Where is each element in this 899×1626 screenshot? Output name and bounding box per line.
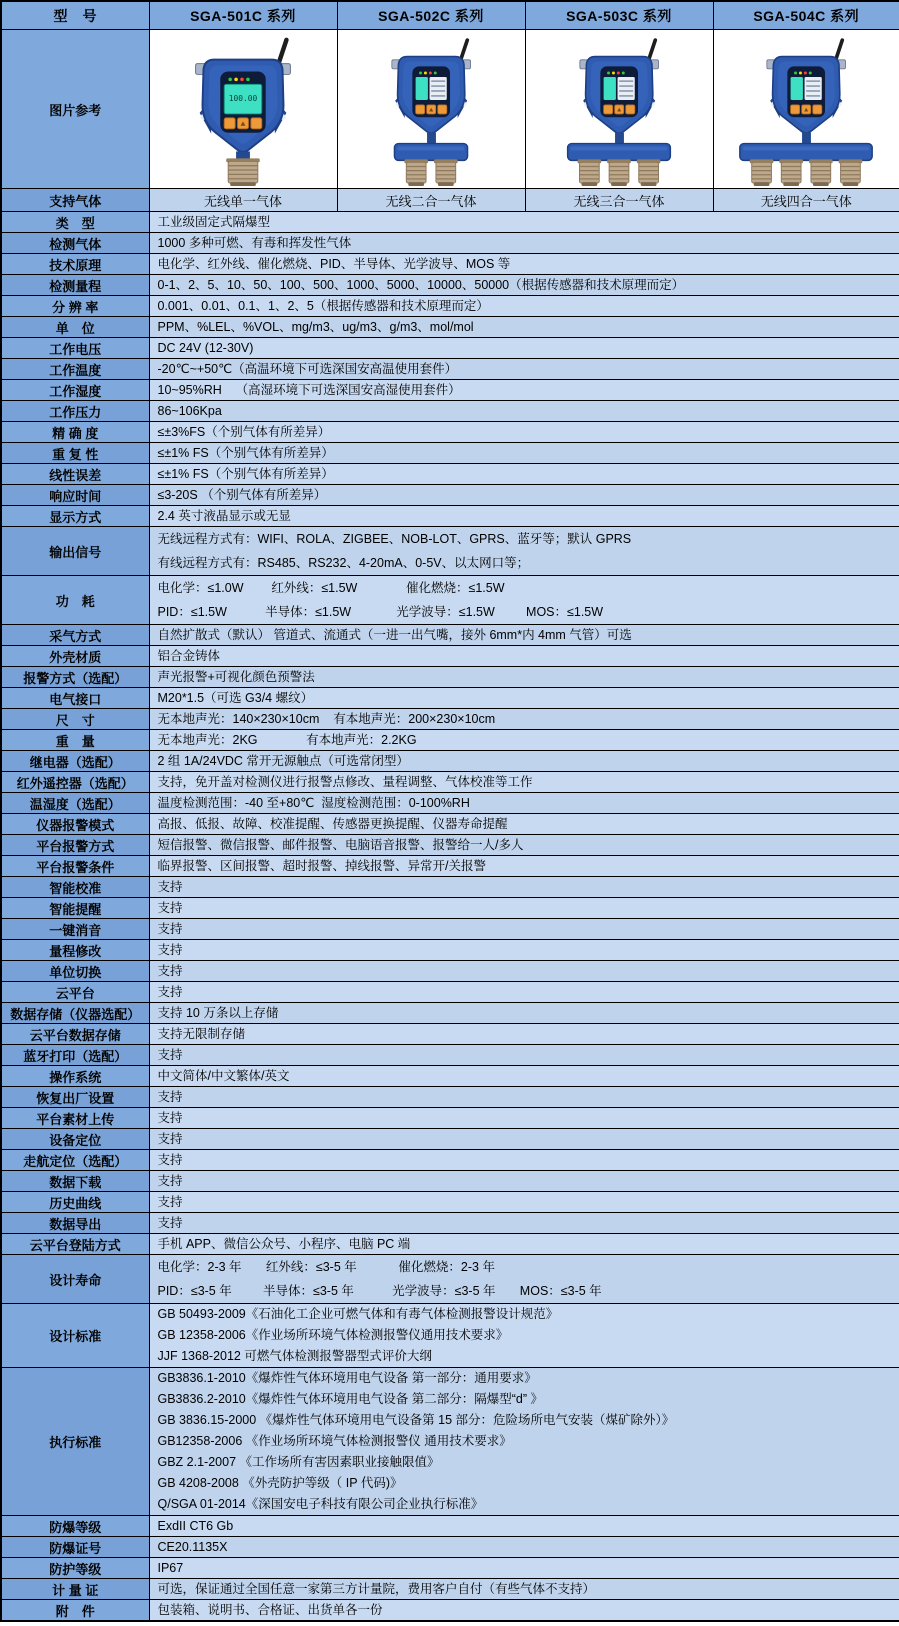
spec-value <box>149 527 899 576</box>
spec-row <box>1 1045 899 1066</box>
spec-label: 图片参考 <box>1 30 149 189</box>
spec-value-line: 电化学：≤1.0W 红外线：≤1.5W 催化燃烧：≤1.5W <box>157 581 505 595</box>
spec-label: 工作温度 <box>1 359 149 380</box>
spec-label: 数据存储（仪器选配） <box>1 1003 149 1024</box>
spec-label: 操作系统 <box>1 1066 149 1087</box>
spec-value <box>149 1516 899 1537</box>
spec-value-line: 支持 <box>157 901 183 915</box>
spec-label: 工作电压 <box>1 338 149 359</box>
spec-value-line: 声光报警+可视化颜色预警法 <box>157 670 315 684</box>
spec-row <box>1 856 899 877</box>
spec-label: 检测量程 <box>1 275 149 296</box>
spec-row <box>1 709 899 730</box>
spec-value-line: 支持 <box>157 1216 183 1230</box>
spec-value-line: GB12358-2006 《作业场所环境气体检测报警仪 通用技术要求》 <box>157 1434 512 1448</box>
spec-value-line: 2 组 1A/24VDC 常开无源触点（可选常闭型） <box>157 754 409 768</box>
spec-value-line: ≤3-20S （个别气体有所差异） <box>157 488 327 502</box>
spec-label: 云平台登陆方式 <box>1 1234 149 1255</box>
spec-row <box>1 443 899 464</box>
spec-value <box>149 443 899 464</box>
spec-label: 检测气体 <box>1 233 149 254</box>
spec-label: 智能提醒 <box>1 898 149 919</box>
spec-value <box>149 1600 899 1622</box>
spec-value <box>149 730 899 751</box>
spec-label: 设计寿命 <box>1 1255 149 1304</box>
gas-detector-illustration <box>339 30 523 188</box>
spec-label: 工作压力 <box>1 401 149 422</box>
spec-row <box>1 401 899 422</box>
spec-value <box>149 422 899 443</box>
spec-label: 分 辨 率 <box>1 296 149 317</box>
spec-value-line: 电化学、红外线、催化燃烧、PID、半导体、光学波导、MOS 等 <box>157 257 511 271</box>
spec-row <box>1 940 899 961</box>
spec-row <box>1 1516 899 1537</box>
spec-value <box>149 1003 899 1024</box>
spec-row <box>1 877 899 898</box>
spec-value-line: JJF 1368-2012 可燃气体检测报警器型式评价大纲 <box>157 1349 432 1363</box>
gas-detector-image <box>526 30 713 188</box>
spec-value <box>149 856 899 877</box>
gas-detector-image <box>714 30 899 188</box>
spec-value-line: 无线远程方式有：WIFI、ROLA、ZIGBEE、NOB-LOT、GPRS、蓝牙等；默认 GPRS <box>157 532 632 546</box>
spec-row <box>1 1150 899 1171</box>
product-image-cell <box>525 30 713 189</box>
spec-value-line: 无本地声光：2KG 有本地声光：2.2KG <box>157 733 417 747</box>
spec-value-line: 支持 <box>157 922 183 936</box>
spec-value-line: GB3836.2-2010《爆炸性气体环境用电气设备 第二部分：隔爆型“d” 》 <box>157 1392 543 1406</box>
model-header: SGA-504C 系列 <box>713 1 899 30</box>
spec-label: 类 型 <box>1 212 149 233</box>
spec-label: 温湿度（选配） <box>1 793 149 814</box>
spec-value-line: 2.4 英寸液晶显示或无显 <box>157 509 291 523</box>
spec-label: 单 位 <box>1 317 149 338</box>
spec-value-line: 支持 <box>157 1048 183 1062</box>
spec-value-line: DC 24V (12-30V) <box>157 341 254 355</box>
spec-value <box>149 1234 899 1255</box>
spec-value-line: 支持 <box>157 1153 183 1167</box>
spec-label: 历史曲线 <box>1 1192 149 1213</box>
spec-value-line: 铝合金铸体 <box>157 649 221 663</box>
spec-label: 仪器报警模式 <box>1 814 149 835</box>
spec-row <box>1 1024 899 1045</box>
spec-row <box>1 506 899 527</box>
spec-value-line: 工业级固定式隔爆型 <box>157 215 271 229</box>
spec-value-line: PID：≤1.5W 半导体：≤1.5W 光学波导：≤1.5W MOS：≤1.5W <box>157 605 604 619</box>
spec-value-line: 支持 <box>157 943 183 957</box>
spec-row <box>1 625 899 646</box>
spec-label: 防爆等级 <box>1 1516 149 1537</box>
spec-value <box>149 464 899 485</box>
spec-label: 走航定位（选配） <box>1 1150 149 1171</box>
spec-label: 云平台数据存储 <box>1 1024 149 1045</box>
spec-value <box>149 1066 899 1087</box>
spec-row <box>1 233 899 254</box>
spec-label: 功 耗 <box>1 576 149 625</box>
spec-row <box>1 982 899 1003</box>
spec-value-line: GBZ 2.1-2007 《工作场所有害因素职业接触限值》 <box>157 1455 440 1469</box>
spec-label: 防护等级 <box>1 1558 149 1579</box>
spec-row <box>1 646 899 667</box>
spec-value <box>149 254 899 275</box>
spec-row <box>1 1368 899 1516</box>
spec-label: 输出信号 <box>1 527 149 576</box>
spec-value <box>149 212 899 233</box>
spec-row <box>1 1171 899 1192</box>
spec-value-line: 手机 APP、微信公众号、小程序、电脑 PC 端 <box>157 1237 411 1251</box>
spec-label: 数据导出 <box>1 1213 149 1234</box>
spec-value <box>149 835 899 856</box>
gas-detector-image <box>338 30 525 188</box>
spec-label: 设备定位 <box>1 1129 149 1150</box>
spec-value-line: 支持 <box>157 1111 183 1125</box>
spec-label: 线性误差 <box>1 464 149 485</box>
spec-label: 重 量 <box>1 730 149 751</box>
spec-value <box>149 1045 899 1066</box>
spec-row <box>1 1579 899 1600</box>
spec-row <box>1 380 899 401</box>
spec-row <box>1 1108 899 1129</box>
spec-row <box>1 898 899 919</box>
spec-value <box>149 751 899 772</box>
product-image-cell <box>337 30 525 189</box>
spec-value <box>149 1192 899 1213</box>
model-header: SGA-501C 系列 <box>149 1 337 30</box>
spec-label: 重 复 性 <box>1 443 149 464</box>
spec-row <box>1 688 899 709</box>
spec-value-line: GB3836.1-2010《爆炸性气体环境用电气设备 第一部分：通用要求》 <box>157 1371 537 1385</box>
spec-label: 继电器（选配） <box>1 751 149 772</box>
spec-row <box>1 317 899 338</box>
spec-row <box>1 919 899 940</box>
spec-value-line: 中文简体/中文繁体/英文 <box>157 1069 290 1083</box>
spec-label: 支持气体 <box>1 189 149 212</box>
spec-label: 报警方式（选配） <box>1 667 149 688</box>
spec-value-line: GB 12358-2006《作业场所环境气体检测报警仪通用技术要求》 <box>157 1328 509 1342</box>
model-header: SGA-503C 系列 <box>525 1 713 30</box>
spec-value-line: 支持 <box>157 985 183 999</box>
spec-value <box>149 1108 899 1129</box>
spec-value <box>149 576 899 625</box>
spec-value-line: 86~106Kpa <box>157 404 222 418</box>
spec-value <box>149 1213 899 1234</box>
spec-value <box>149 1368 899 1516</box>
spec-label: 电气接口 <box>1 688 149 709</box>
spec-value-line: 0-1、2、5、10、50、100、500、1000、5000、10000、50000（根据传感器和技术原理而定） <box>157 278 685 292</box>
spec-value-line: GB 3836.15-2000 《爆炸性气体环境用电气设备第 15 部分：危险场所电气安装（煤矿除外）》 <box>157 1413 675 1427</box>
spec-label: 执行标准 <box>1 1368 149 1516</box>
spec-row <box>1 1087 899 1108</box>
spec-value <box>149 1537 899 1558</box>
spec-value <box>149 814 899 835</box>
spec-label: 采气方式 <box>1 625 149 646</box>
spec-value <box>149 625 899 646</box>
spec-label: 平台报警方式 <box>1 835 149 856</box>
spec-label: 外壳材质 <box>1 646 149 667</box>
spec-row <box>1 212 899 233</box>
spec-value <box>149 506 899 527</box>
spec-label: 设计标准 <box>1 1304 149 1368</box>
spec-value <box>149 401 899 422</box>
spec-row <box>1 576 899 625</box>
spec-value <box>149 359 899 380</box>
spec-row <box>1 1304 899 1368</box>
product-image-cell <box>713 30 899 189</box>
spec-value <box>149 317 899 338</box>
spec-value <box>149 1150 899 1171</box>
spec-label: 数据下载 <box>1 1171 149 1192</box>
spec-value-line: 支持 <box>157 1090 183 1104</box>
spec-value-line: 临界报警、区间报警、超时报警、掉线报警、异常开/关报警 <box>157 859 486 873</box>
spec-row <box>1 1213 899 1234</box>
spec-value-line: 包装箱、说明书、合格证、出货单各一份 <box>157 1603 383 1617</box>
supported-gas-value: 无线四合一气体 <box>713 189 899 212</box>
image-row <box>1 30 899 189</box>
spec-row <box>1 961 899 982</box>
spec-value <box>149 898 899 919</box>
spec-value <box>149 1087 899 1108</box>
spec-value <box>149 1171 899 1192</box>
spec-value-line: GB 4208-2008 《外壳防护等级（ IP 代码)》 <box>157 1476 403 1490</box>
spec-row <box>1 275 899 296</box>
gas-detector-image <box>150 30 337 188</box>
product-image-cell <box>149 30 337 189</box>
spec-label: 尺 寸 <box>1 709 149 730</box>
spec-value <box>149 772 899 793</box>
spec-value <box>149 275 899 296</box>
spec-row <box>1 1255 899 1304</box>
spec-row <box>1 254 899 275</box>
spec-row <box>1 1192 899 1213</box>
spec-row <box>1 296 899 317</box>
spec-value <box>149 667 899 688</box>
gas-detector-illustration <box>151 30 335 188</box>
spec-value <box>149 1129 899 1150</box>
model-header-row <box>1 1 899 30</box>
spec-label: 蓝牙打印（选配） <box>1 1045 149 1066</box>
spec-row <box>1 338 899 359</box>
spec-value <box>149 380 899 401</box>
supported-gas-value: 无线三合一气体 <box>525 189 713 212</box>
spec-value-line: 可选，保证通过全国任意一家第三方计量院，费用客户自付（有些气体不支持） <box>157 1582 596 1596</box>
supported-gas-value: 无线单一气体 <box>149 189 337 212</box>
spec-value-line: ≤±1% FS（个别气体有所差异） <box>157 467 334 481</box>
spec-row <box>1 485 899 506</box>
spec-value-line: 自然扩散式（默认） 管道式、流通式（一进一出气嘴，接外 6mm*内 4mm 气管）可选 <box>157 628 632 642</box>
spec-label: 附 件 <box>1 1600 149 1622</box>
spec-value-line: 支持 <box>157 1174 183 1188</box>
model-column-label: 型 号 <box>1 1 149 30</box>
spec-value <box>149 709 899 730</box>
spec-row <box>1 1129 899 1150</box>
spec-value <box>149 1255 899 1304</box>
spec-value <box>149 1024 899 1045</box>
spec-value-line: ExdII CT6 Gb <box>157 1519 234 1533</box>
spec-row <box>1 835 899 856</box>
spec-value <box>149 961 899 982</box>
spec-value-line: 支持 <box>157 1195 183 1209</box>
spec-value <box>149 485 899 506</box>
spec-value <box>149 982 899 1003</box>
gas-row <box>1 189 899 212</box>
spec-row <box>1 667 899 688</box>
spec-value-line: Q/SGA 01-2014《深国安电子科技有限公司企业执行标准》 <box>157 1497 484 1511</box>
spec-value-line: 支持 <box>157 964 183 978</box>
spec-value <box>149 919 899 940</box>
spec-value-line: 支持 10 万条以上存储 <box>157 1006 279 1020</box>
spec-row <box>1 1234 899 1255</box>
spec-row <box>1 1003 899 1024</box>
spec-row <box>1 793 899 814</box>
spec-label: 显示方式 <box>1 506 149 527</box>
spec-label: 计 量 证 <box>1 1579 149 1600</box>
gas-detector-illustration <box>714 30 898 188</box>
spec-label: 量程修改 <box>1 940 149 961</box>
spec-row <box>1 772 899 793</box>
spec-row <box>1 814 899 835</box>
spec-value-line: 支持 <box>157 1132 183 1146</box>
spec-value-line: 短信报警、微信报警、邮件报警、电脑语音报警、报警给一人/多人 <box>157 838 524 852</box>
spec-row <box>1 730 899 751</box>
spec-row <box>1 464 899 485</box>
spec-row <box>1 1066 899 1087</box>
spec-value <box>149 296 899 317</box>
spec-row <box>1 1537 899 1558</box>
gas-detector-illustration <box>527 30 711 188</box>
spec-value <box>149 688 899 709</box>
spec-row <box>1 751 899 772</box>
spec-value <box>149 1579 899 1600</box>
spec-row <box>1 527 899 576</box>
spec-value <box>149 940 899 961</box>
spec-label: 防爆证号 <box>1 1537 149 1558</box>
spec-row <box>1 1600 899 1622</box>
spec-label: 平台素材上传 <box>1 1108 149 1129</box>
spec-value <box>149 793 899 814</box>
spec-label: 红外遥控器（选配） <box>1 772 149 793</box>
spec-row <box>1 359 899 380</box>
spec-value-line: 支持 <box>157 880 183 894</box>
spec-value <box>149 1304 899 1368</box>
spec-value-line: 有线远程方式有：RS485、RS232、4-20mA、0-5V、以太网口等； <box>157 556 530 570</box>
spec-value <box>149 646 899 667</box>
spec-value-line: M20*1.5（可选 G3/4 螺纹） <box>157 691 314 705</box>
spec-value-line: 高报、低报、故障、校准提醒、传感器更换提醒、仪器寿命提醒 <box>157 817 508 831</box>
spec-value-line: 0.001、0.01、0.1、1、2、5（根据传感器和技术原理而定） <box>157 299 489 313</box>
spec-value-line: 电化学：2-3 年 红外线：≤3-5 年 催化燃烧：2-3 年 <box>157 1260 495 1274</box>
spec-row <box>1 1558 899 1579</box>
spec-label: 响应时间 <box>1 485 149 506</box>
svg-text:100.00: 100.00 <box>228 94 258 104</box>
spec-value-line: ≤±1% FS（个别气体有所差异） <box>157 446 334 460</box>
spec-label: 一键消音 <box>1 919 149 940</box>
spec-label: 单位切换 <box>1 961 149 982</box>
spec-value-line: PID：≤3-5 年 半导体：≤3-5 年 光学波导：≤3-5 年 MOS：≤3-5 年 <box>157 1284 602 1298</box>
spec-label: 云平台 <box>1 982 149 1003</box>
supported-gas-value: 无线二合一气体 <box>337 189 525 212</box>
spec-label: 技术原理 <box>1 254 149 275</box>
spec-label: 平台报警条件 <box>1 856 149 877</box>
spec-value-line: 无本地声光：140×230×10cm 有本地声光：200×230×10cm <box>157 712 496 726</box>
spec-value-line: IP67 <box>157 1561 184 1575</box>
spec-value-line: ≤±3%FS（个别气体有所差异） <box>157 425 331 439</box>
spec-value <box>149 877 899 898</box>
spec-value <box>149 1558 899 1579</box>
model-header: SGA-502C 系列 <box>337 1 525 30</box>
spec-value <box>149 338 899 359</box>
spec-label: 智能校准 <box>1 877 149 898</box>
spec-row <box>1 422 899 443</box>
spec-value-line: 10~95%RH （高湿环境下可选深国安高湿使用套件） <box>157 383 461 397</box>
spec-value-line: GB 50493-2009《石油化工企业可燃气体和有毒气体检测报警设计规范》 <box>157 1307 559 1321</box>
spec-value <box>149 233 899 254</box>
spec-value-line: -20℃~+50℃（高温环境下可选深国安高温使用套件） <box>157 362 458 376</box>
spec-value-line: 支持，免开盖对检测仪进行报警点修改、量程调整、气体校准等工作 <box>157 775 533 789</box>
spec-label: 精 确 度 <box>1 422 149 443</box>
spec-label: 恢复出厂设置 <box>1 1087 149 1108</box>
spec-value-line: PPM、%LEL、%VOL、mg/m3、ug/m3、g/m3、mol/mol <box>157 320 474 334</box>
spec-value-line: 温度检测范围：-40 至+80℃ 湿度检测范围：0-100%RH <box>157 796 470 810</box>
spec-value-line: 1000 多种可燃、有毒和挥发性气体 <box>157 236 352 250</box>
spec-label: 工作湿度 <box>1 380 149 401</box>
spec-value-line: CE20.1135X <box>157 1540 228 1554</box>
spec-value-line: 支持无限制存储 <box>157 1027 246 1041</box>
